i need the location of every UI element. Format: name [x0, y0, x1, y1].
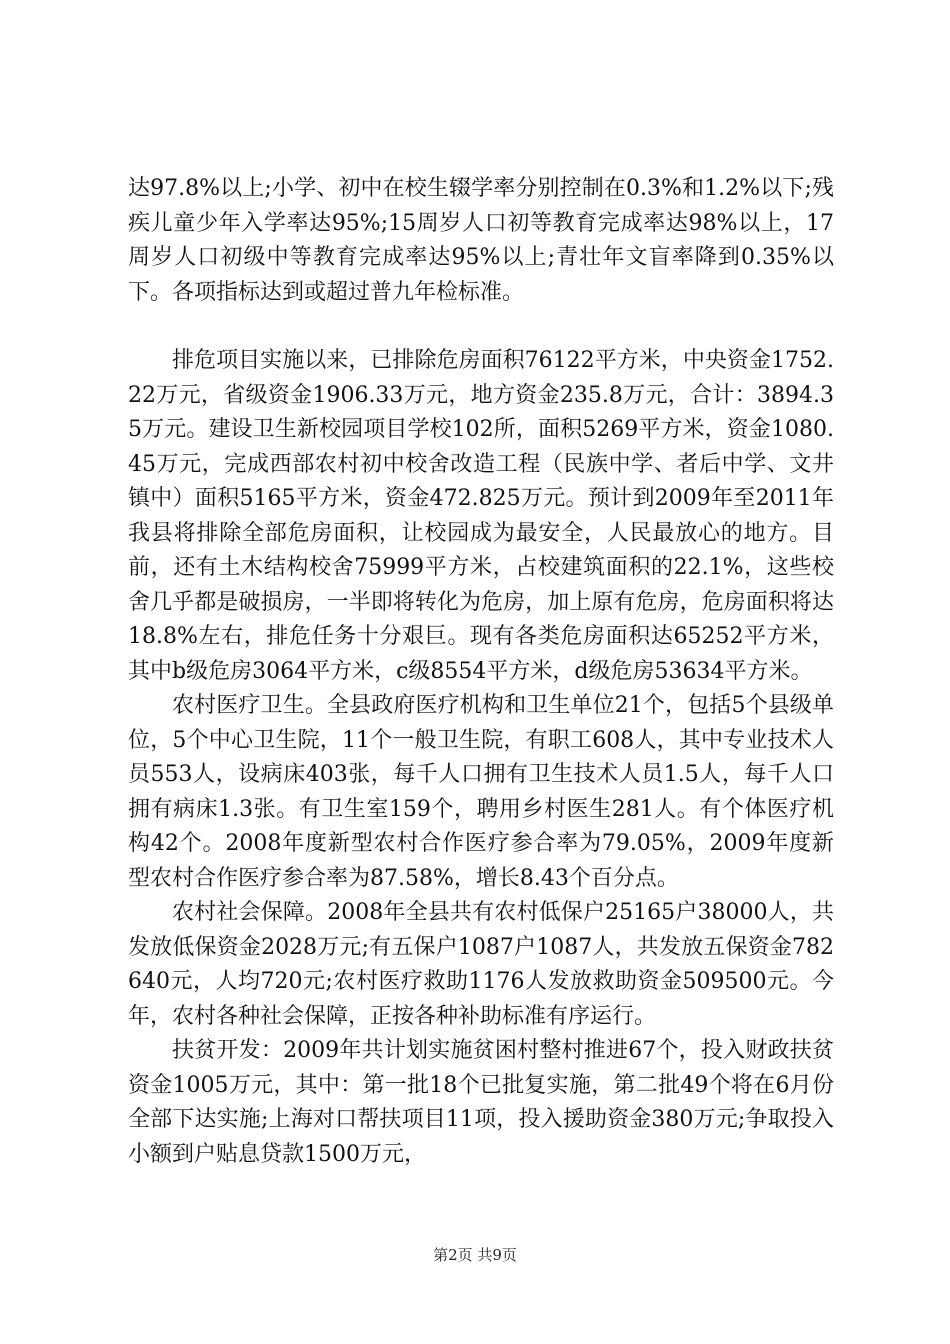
- paragraph-social-security: 农村社会保障。2008年全县共有农村低保户25165户38000人，共发放低保资金2028万元;有五保户1087户1087人，共发放五保资金782640元，人均720元;农村医疗救助1176人发放救助资金509500元。今年，农村各种社会保障，正按各种补助标准有序运行。: [128, 900, 834, 1029]
- paragraph-dangerous-buildings: 排危项目实施以来，已排除危房面积76122平方米，中央资金1752.22万元，省级资金1906.33万元，地方资金235.8万元，合计：3894.35万元。建设卫生新校园项目学校102所，面积5269平方米，资金1080.45万元，完成西部农村初中校舍改造工程（民族中学、者后中学、文井镇中）面积5165平方米，资金472.825万元。预计到2009年至2011年我县将排除全部危房面积，让校园成为最安全，人民最放心的地方。目前，还有土木结构校舍75999平方米，占校建筑面积的22.1%，这些校舍几乎都是破损房，一半即将转化为危房，加上原有危房，危房面积将达18.8%左右，排危任务十分艰巨。现有各类危房面积达65252平方米，其中b级危房3064平方米，c级8554平方米，d级危房53634平方米。: [128, 348, 834, 684]
- paragraph-rural-healthcare: 农村医疗卫生。全县政府医疗机构和卫生单位21个，包括5个县级单位，5个中心卫生院，11个一般卫生院，有职工608人，其中专业技术人员553人，设病床403张，每千人口拥有卫生技术人员1.5人，每千人口拥有病床1.3张。有卫生室159个，聘用乡村医生281人。有个体医疗机构42个。2008年度新型农村合作医疗参合率为79.05%，2009年度新型农村合作医疗参合率为87.58%，增长8.43个百分点。: [128, 693, 834, 891]
- paragraph-poverty-relief: 扶贫开发：2009年共计划实施贫困村整村推进67个，投入财政扶贫资金1005万元，其中：第一批18个已批复实施，第二批49个将在6月份全部下达实施;上海对口帮扶项目11项，投入援助资金380万元;争取投入小额到户贴息贷款1500万元，: [128, 1038, 835, 1167]
- paragraph-gap: [128, 310, 834, 344]
- paragraph-education-indicators: 达97.8%以上;小学、初中在校生辍学率分别控制在0.3%和1.2%以下;残疾儿童少年入学率达95%;15周岁人口初等教育完成率达98%以上，17周岁人口初级中等教育完成率达95%以上;青壮年文盲率降到0.35%以下。各项指标达到或超过普九年检标准。: [128, 176, 834, 305]
- page-footer: 第2页 共9页: [433, 1246, 517, 1264]
- document-body: [128, 172, 834, 1172]
